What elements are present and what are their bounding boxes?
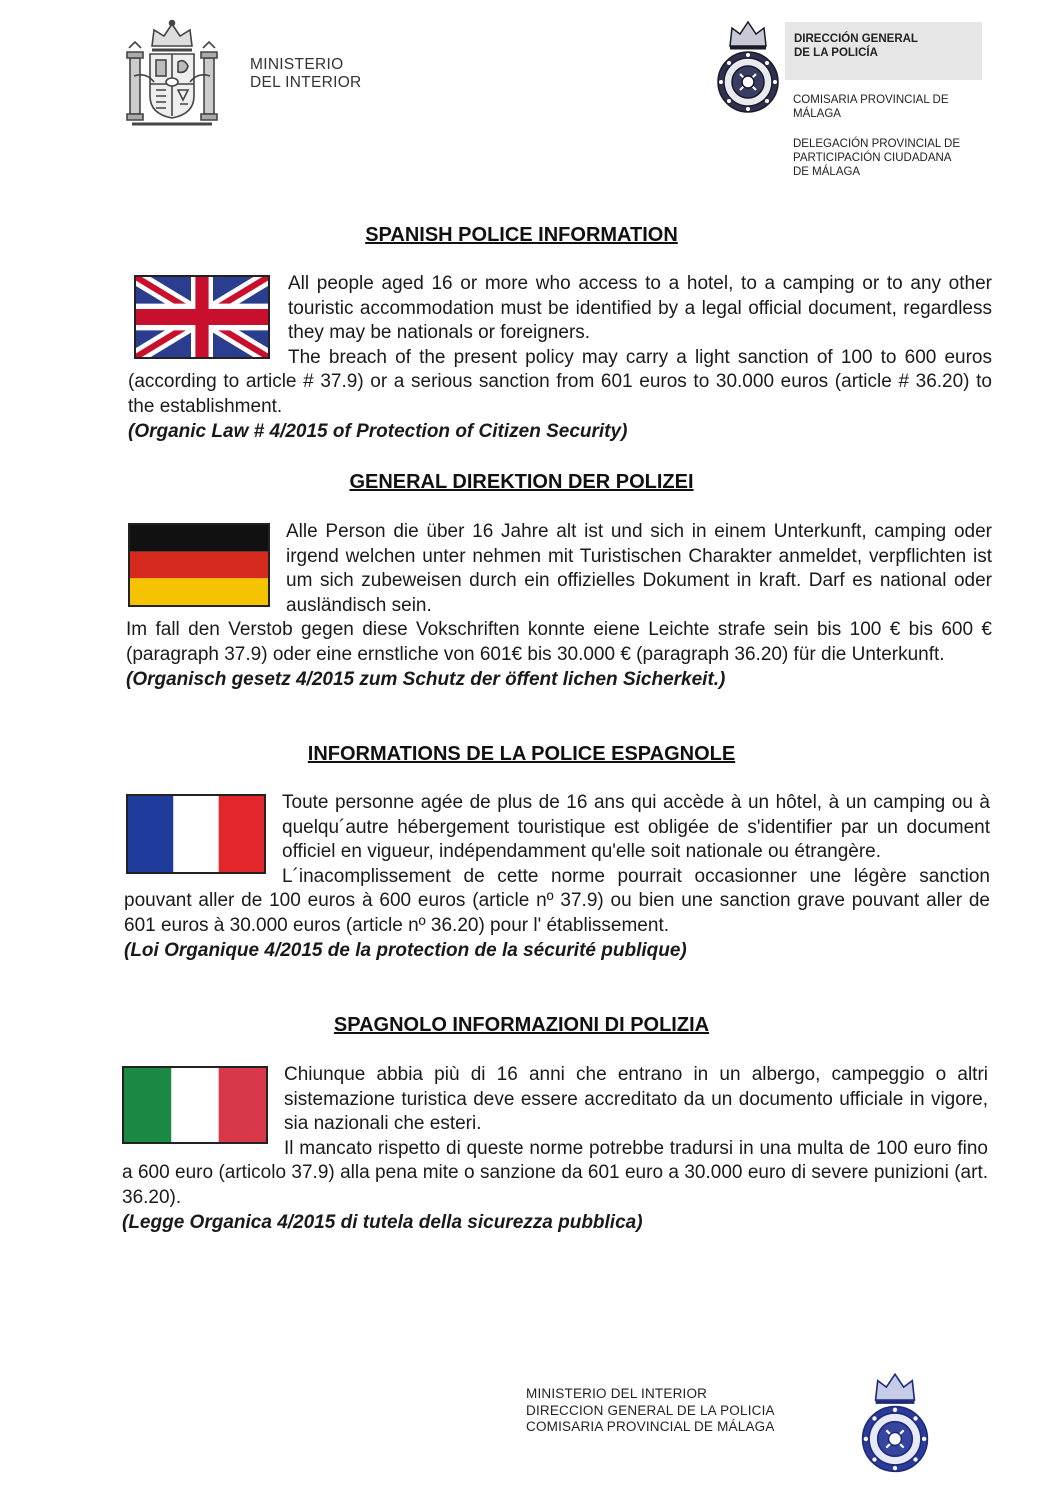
france-flag-icon xyxy=(126,794,266,874)
direccion-general xyxy=(794,32,918,60)
legal-reference: (Loi Organique 4/2015 de la protection de la sécurité publique) xyxy=(124,939,687,961)
footer-line-1: MINISTERIO DEL INTERIOR xyxy=(526,1386,708,1401)
section-italian xyxy=(122,1063,988,1235)
section-title-italian: SPAGNOLO INFORMAZIONI DI POLIZIA xyxy=(333,1014,710,1036)
ministry-line-2: DEL INTERIOR xyxy=(250,74,362,91)
section-title-german: GENERAL DIREKTION DER POLIZEI xyxy=(349,471,694,493)
footer-text xyxy=(526,1386,775,1436)
section-title-french: INFORMATIONS DE LA POLICE ESPAGNOLE xyxy=(307,743,736,765)
footer-line-3: COMISARIA PROVINCIAL DE MÁLAGA xyxy=(526,1419,775,1434)
paragraph-1: Chiunque abbia più di 16 anni che entrano in un albergo, campeggio o altri sistemazione turistica deve essere accreditato da un documento ufficiale in vigore, sia nazionali che esteri. xyxy=(284,1064,988,1135)
paragraph-1: All people aged 16 or more who access to a hotel, to a camping or to any other touristic accommodation must be identified by a legal official document, regardless they may be nationals or foreigners. xyxy=(288,273,992,344)
comisaria-provincial xyxy=(793,93,949,121)
delegacion-line-2: PARTICIPACIÓN CIUDADANA xyxy=(793,152,952,164)
section-title-english: SPANISH POLICE INFORMATION xyxy=(365,224,678,246)
ministry-name xyxy=(250,56,362,92)
paragraph-2: Im fall den Verstob gegen diese Vokschriften konnte eiene Leichte strafe sein bis 100 € bis 600 € (paragraph 37.9) oder eine ernstliche von 601€ bis 30.000 € (paragraph 36.20) für die Unterkunft. xyxy=(126,619,992,665)
police-badge-icon xyxy=(716,20,780,120)
delegacion-provincial xyxy=(793,137,960,179)
footer-police-badge-icon xyxy=(852,1372,938,1480)
legal-reference: (Organisch gesetz 4/2015 zum Schutz der öffent lichen Sicherkeit.) xyxy=(126,668,726,690)
section-french xyxy=(124,791,990,963)
legal-reference: (Organic Law # 4/2015 of Protection of Citizen Security) xyxy=(128,420,628,442)
paragraph-2: The breach of the present policy may carry a light sanction of 100 to 600 euros (according to article # 37.9) or a serious sanction from 601 euros to 30.000 euros (article # 36.20) to the establishment. xyxy=(128,346,992,417)
italy-flag-icon xyxy=(122,1066,268,1144)
germany-flag-icon xyxy=(128,523,270,607)
paragraph-1: Alle Person die über 16 Jahre alt ist und sich in einem Unterkunft, camping oder irgend welchen unter nehmen mit Turistischen Charakter anmeldet, verpflichten ist um sich zubeweisen durch ein offizielles Dokument in kraft. Darf es national oder ausländisch sein. xyxy=(286,521,992,616)
dg-line-2: DE LA POLICÍA xyxy=(794,47,878,59)
ministry-line-1: MINISTERIO xyxy=(250,56,344,73)
paragraph-2: Il mancato rispetto di queste norme potrebbe tradursi in una multa de 100 euro fino a 600 euro (articolo 37.9) alla pena mite o sanzione da 601 euro a 30.000 euro di severe punizioni (art. 36.20). xyxy=(122,1137,988,1208)
delegacion-line-1: DELEGACIÓN PROVINCIAL DE xyxy=(793,138,961,150)
uk-flag-icon xyxy=(134,275,270,359)
dg-line-1: DIRECCIÓN GENERAL xyxy=(794,33,918,45)
comisaria-line-1: COMISARIA PROVINCIAL DE xyxy=(793,94,949,106)
section-german xyxy=(126,520,992,692)
paragraph-2: L´inacomplissement de cette norme pourrait occasionner une légère sanction pouvant aller de 100 euros à 600 euros (article nº 37.9) ou bien une sanction grave pouvant aller de 601 euros à 30.000 euros (article nº 36.20) pour l' établissement. xyxy=(124,865,990,936)
delegacion-line-3: DE MÁLAGA xyxy=(793,166,861,178)
legal-reference: (Legge Organica 4/2015 di tutela della sicurezza pubblica) xyxy=(122,1211,643,1233)
footer-line-2: DIRECCION GENERAL DE LA POLICIA xyxy=(526,1402,775,1418)
section-english xyxy=(128,272,992,444)
spain-coat-of-arms-icon xyxy=(124,18,220,130)
comisaria-line-2: MÁLAGA xyxy=(793,108,841,120)
paragraph-1: Toute personne agée de plus de 16 ans qui accède à un hôtel, à un camping ou à quelqu´autre hébergement touristique est obligée de s'identifier par un document officiel en vigueur, indépendamment qu'elle soit nationale ou étrangère. xyxy=(282,792,990,863)
